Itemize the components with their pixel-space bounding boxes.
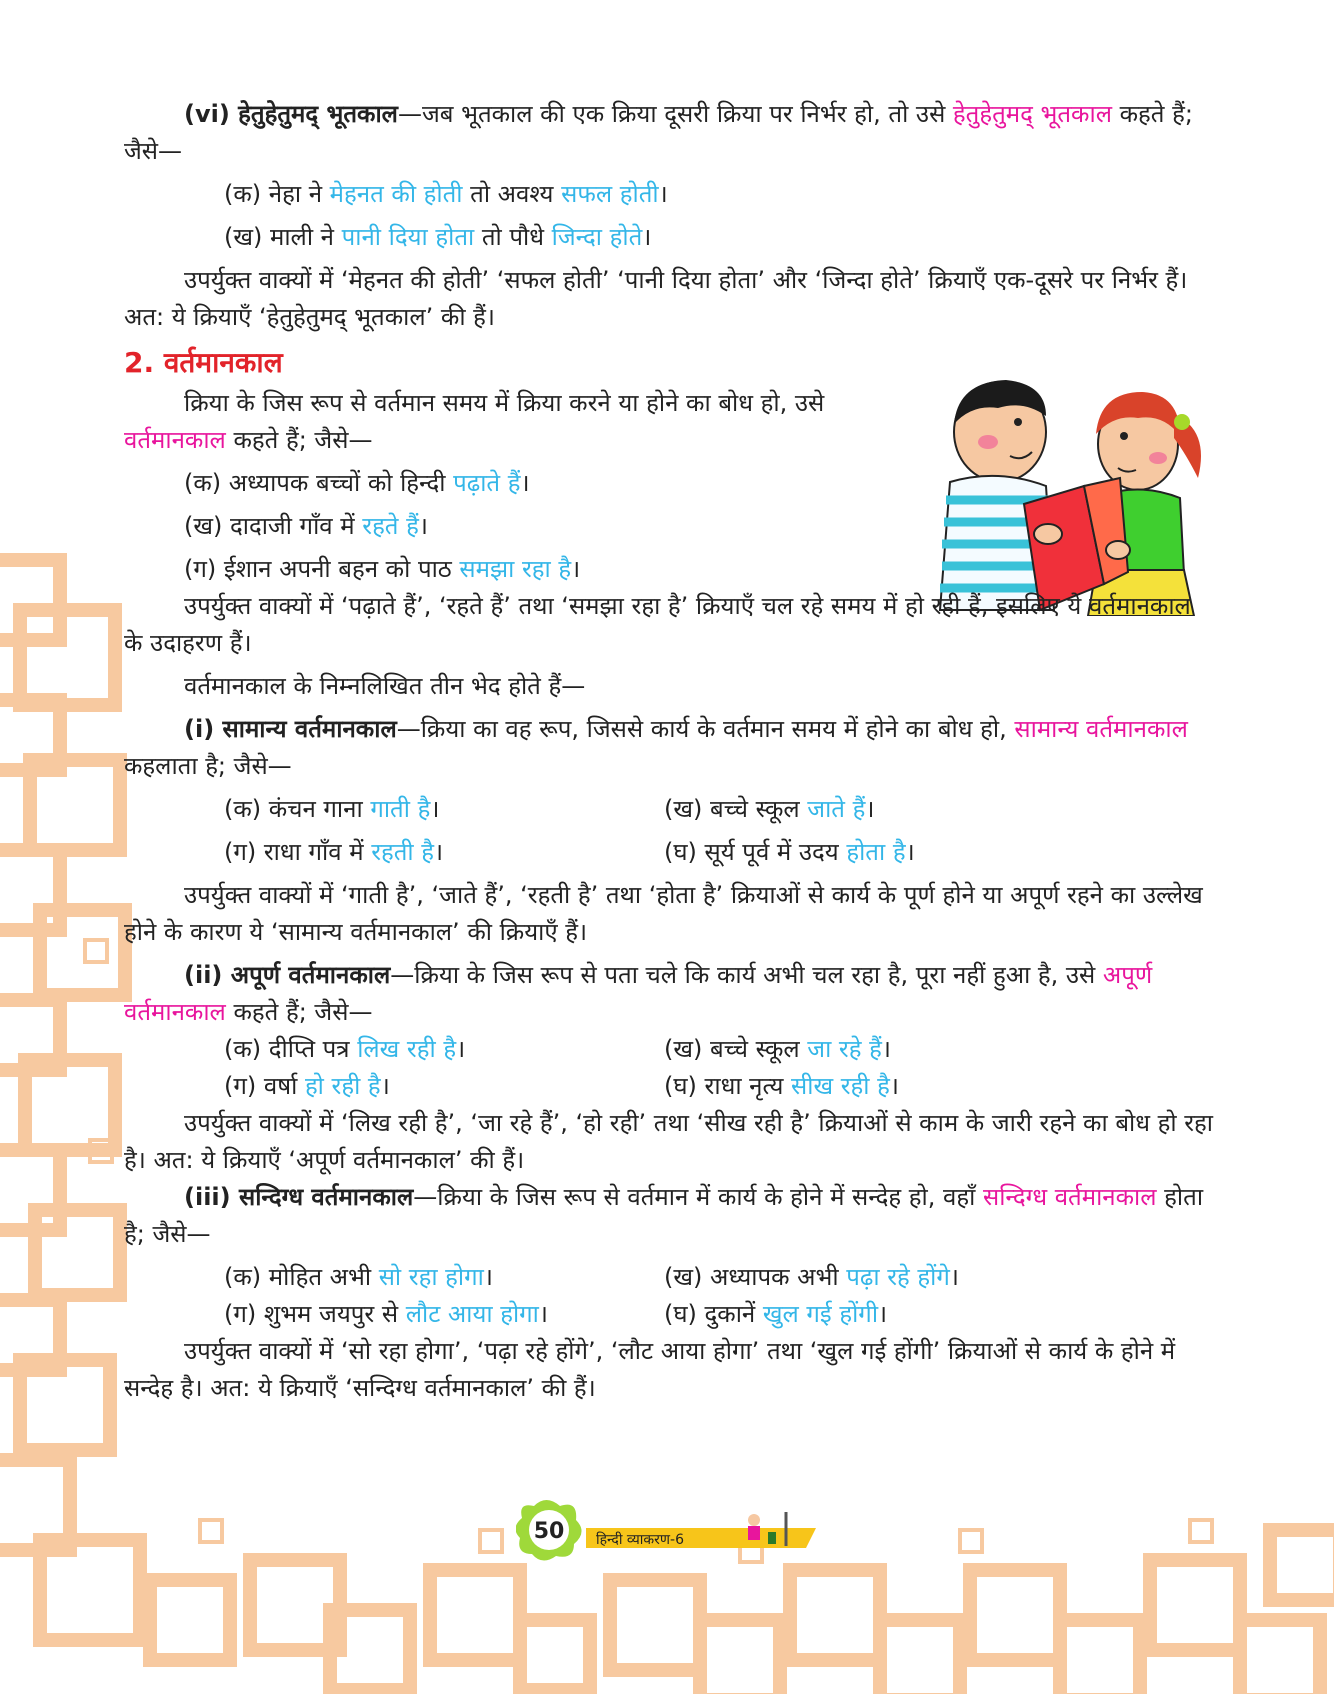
page-number: 50 <box>533 1519 565 1544</box>
term-label: (ii) अपूर्ण वर्तमानकाल <box>184 961 391 989</box>
highlighted-verb: पढ़ाते हैं <box>453 469 521 497</box>
highlighted-verb: होता है <box>846 838 906 866</box>
term-label: (i) सामान्य वर्तमानकाल <box>184 715 397 743</box>
highlighted-verb: सो रहा होगा <box>378 1263 484 1291</box>
summary-paragraph: उपर्युक्त वाक्यों में ‘सो रहा होगा’, ‘पढ़ा रहे होंगे’, ‘लौट आया होगा’ तथा ‘खुल गई होंगी’ क्रियाओं से कार्य के होने में सन्देह है। अत: ये क्रियाएँ ‘सन्दिग्ध वर्तमानकाल’ की हैं। <box>124 1337 1176 1402</box>
summary-paragraph: उपर्युक्त वाक्यों में ‘लिख रही है’, ‘जा रहे हैं’, ‘हो रही’ तथा ‘सीख रही है’ क्रियाओं से काम के जारी रहने का बोध हो रहा है। अत: ये क्रियाएँ ‘अपूर्ण वर्तमानकाल’ की हैं। <box>124 1109 1214 1174</box>
example-line: (क) अध्यापक बच्चों को हिन्दी पढ़ाते हैं। <box>184 469 530 497</box>
highlighted-verb: हो रही है <box>304 1072 381 1100</box>
highlighted-verb: पानी दिया होता <box>341 223 475 251</box>
highlighted-verb: सफल होती <box>561 180 659 208</box>
footer-banner <box>516 1498 826 1562</box>
highlighted-verb: खुल गई होंगी <box>762 1300 879 1328</box>
example-line: (ख) बच्चे स्कूल जाते हैं। <box>664 795 875 823</box>
definition-end: कहते हैं; जैसे— <box>124 100 1193 165</box>
example-line: (क) नेहा ने मेहनत की होती तो अवश्य सफल होती। <box>224 180 668 208</box>
highlighted-verb: मेहनत की होती <box>329 180 463 208</box>
summary-paragraph: उपर्युक्त वाक्यों में ‘गाती है’, ‘जाते हैं’, ‘रहती है’ तथा ‘होता है’ क्रियाओं से कार्य के पूर्ण होने या अपूर्ण रहने का उल्लेख होने के कारण ये ‘सामान्य वर्तमानकाल’ की क्रियाएँ हैं। <box>124 881 1203 946</box>
highlighted-verb: जाते हैं <box>807 795 866 823</box>
highlighted-verb: जा रहे हैं <box>807 1035 882 1063</box>
highlighted-verb: जिन्दा होते <box>551 223 643 251</box>
highlighted-term: हेतुहेतुमद् भूतकाल <box>952 100 1112 128</box>
example-line: (क) कंचन गाना गाती है। <box>224 795 440 823</box>
example-line: (क) मोहित अभी सो रहा होगा। <box>224 1263 493 1291</box>
highlighted-verb: रहते हैं <box>362 512 419 540</box>
highlighted-verb: सीख रही है <box>791 1072 890 1100</box>
example-line: (ख) बच्चे स्कूल जा रहे हैं। <box>664 1035 891 1063</box>
definition-text: —जब भूतकाल की एक क्रिया दूसरी क्रिया पर निर्भर हो, तो उसे <box>397 100 953 128</box>
page-content <box>124 96 1214 1407</box>
section-heading: 2. वर्तमानकाल <box>124 346 283 379</box>
definition-block <box>124 385 914 588</box>
paragraph-sandigdh: (iii) सन्दिग्ध वर्तमानकाल—क्रिया के जिस रूप से वर्तमान में कार्य के होने में सन्देह हो, वहाँ सन्दिग्ध वर्तमानकाल होता है; जैसे— <box>124 1183 1204 1248</box>
highlighted-term: सामान्य वर्तमानकाल <box>1014 715 1188 743</box>
highlighted-verb: पढ़ा रहे होंगे <box>846 1263 950 1291</box>
example-row <box>124 1259 1214 1296</box>
example-row <box>124 1031 1214 1068</box>
example-line: (क) दीप्ति पत्र लिख रही है। <box>224 1035 466 1063</box>
example-line: (ख) अध्यापक अभी पढ़ा रहे होंगे। <box>664 1263 959 1291</box>
term-label: (vi) हेतुहेतुमद् भूतकाल <box>184 100 398 128</box>
example-line: (घ) सूर्य पूर्व में उदय होता है। <box>664 838 915 866</box>
example-row <box>124 1296 1214 1333</box>
highlighted-verb: समझा रहा है <box>459 555 572 583</box>
example-line: (ग) राधा गाँव में रहती है। <box>224 838 444 866</box>
highlighted-verb: रहती है <box>371 838 435 866</box>
term-label: (iii) सन्दिग्ध वर्तमानकाल <box>184 1183 414 1211</box>
highlighted-verb: गाती है <box>370 795 431 823</box>
book-title: हिन्दी व्याकरण-6 <box>596 1532 684 1548</box>
example-line: (ग) ईशान अपनी बहन को पाठ समझा रहा है। <box>184 555 581 583</box>
example-line: (ग) वर्षा हो रही है। <box>224 1072 390 1100</box>
highlighted-term: अपूर्ण वर्तमानकाल <box>124 961 1153 1026</box>
paragraph-samanya: (i) सामान्य वर्तमानकाल—क्रिया का वह रूप, जिससे कार्य के वर्तमान समय में होने का बोध हो, सामान्य वर्तमानकाल कहलाता है; जैसे— <box>124 715 1188 780</box>
paragraph-hetuhetumad <box>124 96 1214 170</box>
summary-paragraph: उपर्युक्त वाक्यों में ‘मेहनत की होती’ ‘सफल होती’ ‘पानी दिया होता’ और ‘जिन्दा होते’ क्रियाएँ एक-दूसरे पर निर्भर हैं। अत: ये क्रियाएँ ‘हेतुहेतुमद् भूतकाल’ की हैं। <box>124 266 1188 331</box>
definition-paragraph: क्रिया के जिस रूप से वर्तमान समय में क्रिया करने या होने का बोध हो, उसे वर्तमानकाल कहते हैं; जैसे— <box>124 389 825 454</box>
example-line: (घ) राधा नृत्य सीख रही है। <box>664 1072 899 1100</box>
example-line: (ख) माली ने पानी दिया होता तो पौधे जिन्दा होते। <box>224 223 652 251</box>
example-row <box>124 834 1214 871</box>
highlighted-verb: लिख रही है <box>357 1035 457 1063</box>
example-line: (ग) शुभम जयपुर से लौट आया होगा। <box>224 1300 549 1328</box>
example-line: (ख) दादाजी गाँव में रहते हैं। <box>184 512 428 540</box>
example-line: (घ) दुकानें खुल गई होंगी। <box>664 1300 888 1328</box>
paragraph-apurna: (ii) अपूर्ण वर्तमानकाल—क्रिया के जिस रूप से पता चले कि कार्य अभी चल रहा है, पूरा नहीं हुआ है, उसे अपूर्ण वर्तमानकाल कहते हैं; जैसे— <box>124 961 1153 1026</box>
example-row <box>124 1068 1214 1105</box>
summary-paragraph: उपर्युक्त वाक्यों में ‘पढ़ाते हैं’, ‘रहते हैं’ तथा ‘समझा रहा है’ क्रियाएँ चल रहे समय में हो रही हैं, इसलिए ये वर्तमानकाल के उदाहरण हैं। <box>124 592 1191 657</box>
highlighted-verb: लौट आया होगा <box>405 1300 539 1328</box>
types-intro: वर्तमानकाल के निम्नलिखित तीन भेद होते हैं— <box>184 672 586 700</box>
example-row <box>124 791 1214 828</box>
highlighted-term: वर्तमानकाल <box>124 426 226 454</box>
page-footer <box>516 1498 826 1566</box>
highlighted-term: सन्दिग्ध वर्तमानकाल <box>982 1183 1157 1211</box>
